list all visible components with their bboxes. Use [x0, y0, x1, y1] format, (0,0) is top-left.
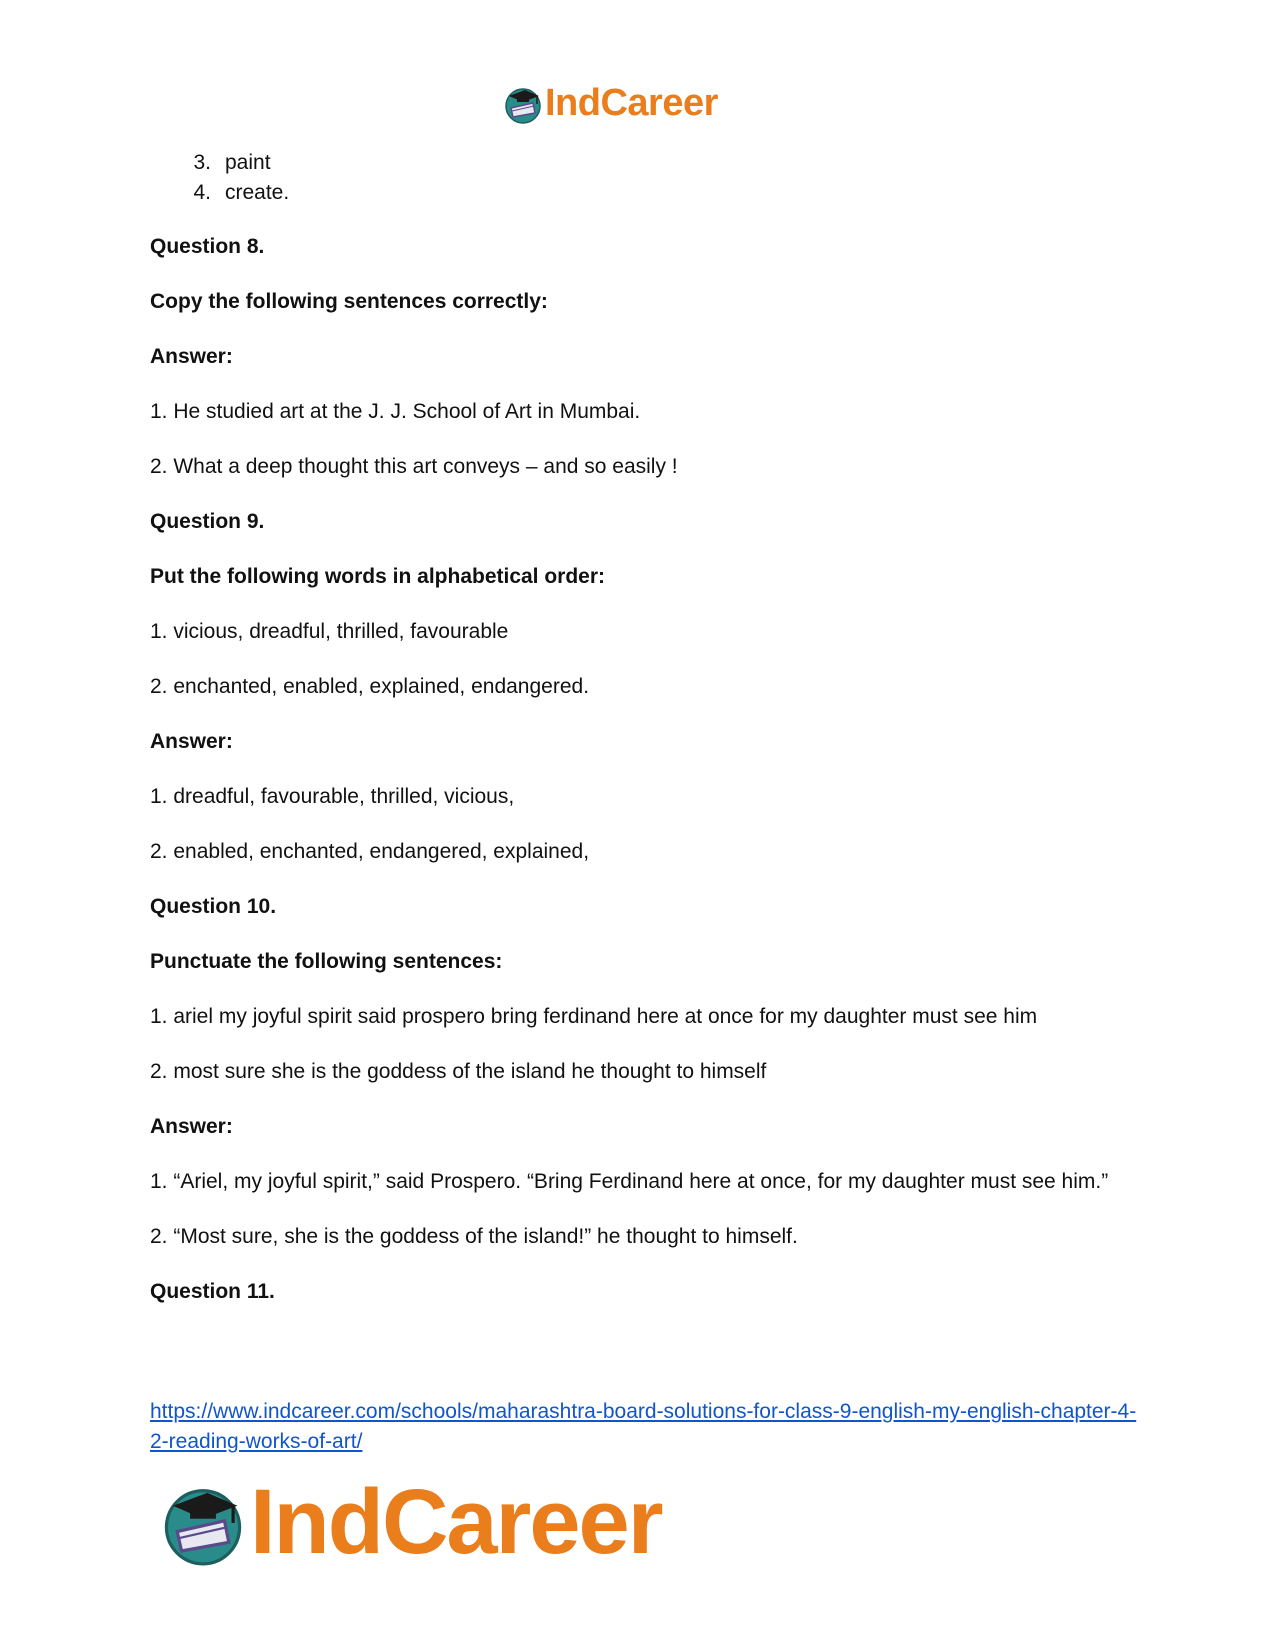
- list-item: 3. paint: [193, 151, 271, 174]
- question-9-prompt: Put the following words in alphabetical order:: [150, 565, 606, 588]
- footer-logo: [160, 1470, 662, 1575]
- question-9-item-1: 1. vicious, dreadful, thrilled, favourable: [150, 620, 509, 643]
- question-9-title: Question 9.: [150, 510, 265, 533]
- graduation-cap-book-globe-icon: [160, 1480, 246, 1566]
- numbered-list: [150, 148, 1150, 208]
- question-10-answer-2: 2. “Most sure, she is the goddess of the island!” he thought to himself.: [150, 1225, 798, 1248]
- source-link[interactable]: https://www.indcareer.com/schools/maharashtra-board-solutions-for-class-9-english-my-english-chapter-4-2-reading-works-of-art/: [150, 1400, 1137, 1453]
- question-8-answer-2: 2. What a deep thought this art conveys – and so easily !: [150, 455, 678, 478]
- question-11-title: Question 11.: [150, 1280, 275, 1303]
- header-logo: [503, 82, 718, 125]
- logo-text: IndCareer: [545, 82, 718, 124]
- question-9-answer-2: 2. enabled, enchanted, endangered, explained,: [150, 840, 590, 863]
- question-9-answer-label: Answer:: [150, 730, 233, 753]
- question-8-prompt: Copy the following sentences correctly:: [150, 290, 548, 313]
- question-8-title: Question 8.: [150, 235, 265, 258]
- question-10-answer-label: Answer:: [150, 1115, 233, 1138]
- question-10-prompt: Punctuate the following sentences:: [150, 950, 503, 973]
- question-10-title: Question 10.: [150, 895, 277, 918]
- document-body: [150, 148, 1150, 1307]
- question-10-answer-1: 1. “Ariel, my joyful spirit,” said Prospero. “Bring Ferdinand here at once, for my daughter must see him.”: [150, 1170, 1109, 1193]
- list-item: 4. create.: [193, 181, 290, 204]
- question-8-answer-1: 1. He studied art at the J. J. School of Art in Mumbai.: [150, 400, 641, 423]
- question-9-answer-1: 1. dreadful, favourable, thrilled, vicious,: [150, 785, 515, 808]
- question-8-answer-label: Answer:: [150, 345, 233, 368]
- logo-text: IndCareer: [250, 1471, 662, 1573]
- question-10-item-1: 1. ariel my joyful spirit said prospero bring ferdinand here at once for my daughter must see him: [150, 1005, 1038, 1028]
- question-10-item-2: 2. most sure she is the goddess of the island he thought to himself: [150, 1060, 767, 1083]
- question-9-item-2: 2. enchanted, enabled, explained, endangered.: [150, 675, 590, 698]
- graduation-cap-book-globe-icon: [503, 84, 543, 124]
